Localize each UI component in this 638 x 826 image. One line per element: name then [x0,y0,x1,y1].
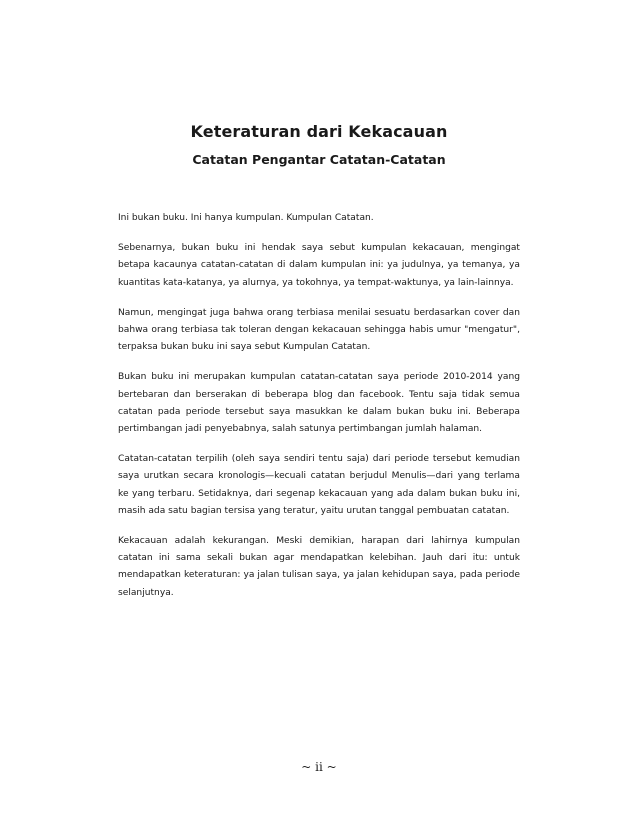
page-number: ~ ii ~ [301,760,337,774]
paragraph: Kekacauan adalah kekurangan. Meski demikian, harapan dari lahirnya kumpulan catatan ini sama sekali bukan agar mendapatkan kelebihan. Jauh dari itu: untuk mendapatkan keteraturan: ya jalan tulisan saya, ya jalan kehidupan saya, pada periode selanjutnya. [118,536,520,598]
paragraph: Bukan buku ini merupakan kumpulan catatan-catatan saya periode 2010-2014 yang bertebaran dan berserakan di beberapa blog dan facebook. Tentu saja tidak semua catatan pada periode tersebut saya masukkan ke dalam bukan buku ini. Beberapa pertimbangan jadi penyebabnya, salah satunya pertimbangan jumlah halaman. [118,372,520,435]
page-title: Keteraturan dari Kekacauan [190,122,448,141]
paragraph: Ini bukan buku. Ini hanya kumpulan. Kumpulan Catatan. [118,213,374,223]
page-subtitle: Catatan Pengantar Catatan-Catatan [192,152,446,167]
paragraph: Catatan-catatan terpilih (oleh saya sendiri tentu saja) dari periode tersebut kemudian saya urutkan secara kronologis—kecuali catatan berjudul Menulis—dari yang terlama ke yang terbaru. Setidaknya, dari segenap kekacauan yang ada dalam bukan buku ini, masih ada satu bagian tersisa yang teratur, yaitu urutan tanggal pembuatan catatan. [118,454,520,516]
paragraph: Sebenarnya, bukan buku ini hendak saya sebut kumpulan kekacauan, mengingat betapa kacaunya catatan-catatan di dalam kumpulan ini: ya judulnya, ya temanya, ya kuantitas kata-katanya, ya alurnya, ya tokohnya, ya tempat-waktunya, ya lain-lainnya. [118,243,520,288]
paragraph: Namun, mengingat juga bahwa orang terbiasa menilai sesuatu berdasarkan cover dan bahwa orang terbiasa tak toleran dengan kekacauan sehingga habis umur "mengatur", terpaksa bukan buku ini saya sebut Kumpulan Catatan. [118,307,520,353]
body-text [118,210,520,615]
